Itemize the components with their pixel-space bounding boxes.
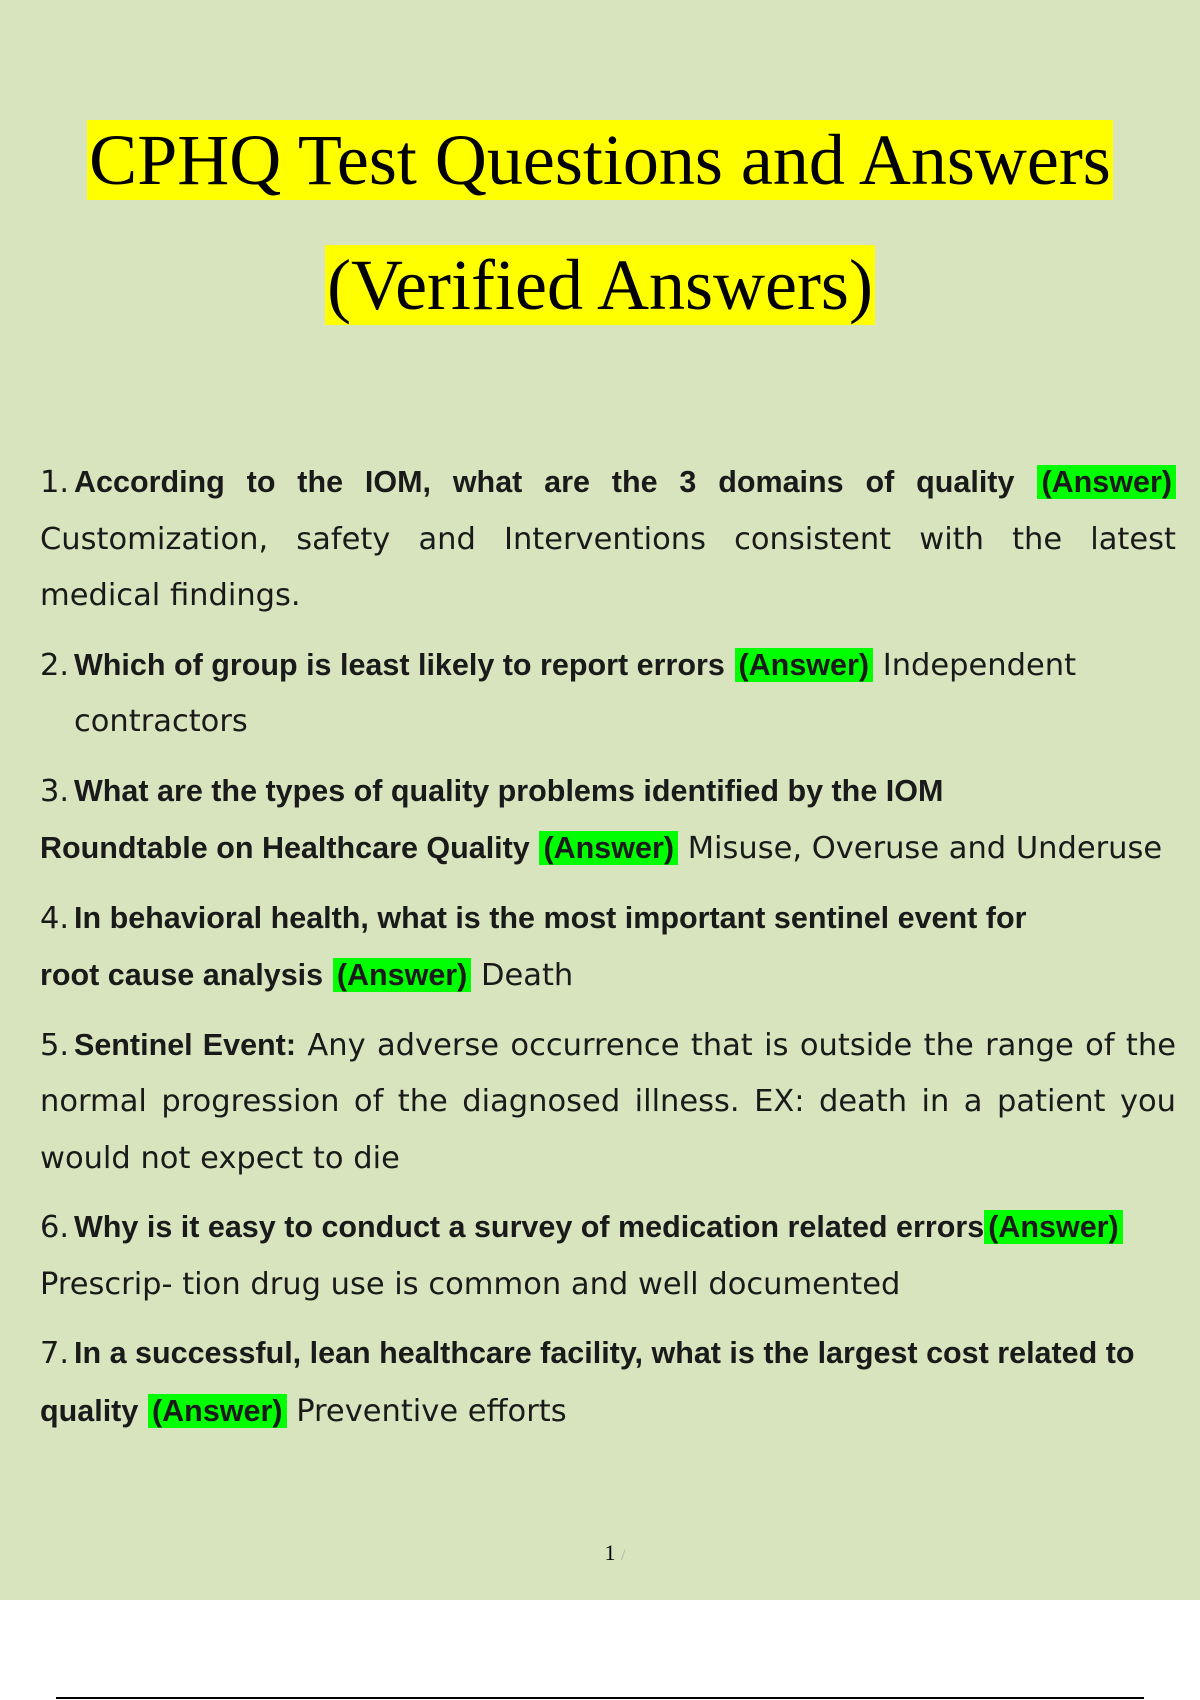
answer-marker: (Answer) (539, 831, 678, 865)
item-number: 5. (40, 1027, 70, 1063)
question-text-continued: Roundtable on Healthcare Quality (40, 831, 530, 865)
item-number: 1. (40, 465, 70, 500)
title-line-1 (0, 118, 1200, 202)
title-highlight: CPHQ Test Questions and Answers (89, 120, 1111, 200)
page-number-value: 1 (604, 1540, 616, 1565)
answer-text: Misuse, Overuse and Underuse (687, 831, 1163, 866)
item-number: 3. (40, 773, 70, 809)
item-number: 6. (40, 1210, 70, 1245)
title-highlight: (Verified Answers) (327, 245, 873, 325)
answer-marker: (Answer) (148, 1394, 287, 1428)
qa-item-3 (40, 763, 1176, 878)
page-separator: / (621, 1547, 626, 1564)
qa-list (40, 454, 1176, 1452)
qa-item-4 (40, 890, 1176, 1005)
question-text: In a successful, lean healthcare facility, what is the largest cost related to quality (40, 1336, 1135, 1428)
answer-marker: (Answer) (333, 958, 472, 992)
qa-item-7 (40, 1325, 1176, 1440)
qa-item-1 (40, 454, 1176, 625)
question-text-continued: root cause analysis (40, 958, 324, 992)
term-text: Sentinel Event: (74, 1027, 296, 1062)
answer-marker: (Answer) (1037, 465, 1176, 499)
page-number (0, 1540, 1200, 1566)
question-text: According to the IOM, what are the 3 domains of quality (74, 465, 1015, 499)
qa-item-5 (40, 1017, 1176, 1188)
item-number: 7. (40, 1336, 70, 1371)
definition-text: Any adverse occurrence that is outside the range of the normal progression of the diagnosed illness. EX: death in a patient you would not expect to die (40, 1027, 1176, 1176)
answer-text: Death (481, 958, 574, 993)
answer-text: Prescrip- tion drug use is common and well documented (40, 1266, 901, 1302)
answer-text: Customization, safety and Interventions consistent with the latest medical findings. (40, 521, 1176, 613)
question-text: Which of group is least likely to report errors (74, 647, 725, 682)
qa-item-2 (40, 637, 1176, 751)
answer-text-continued: contractors (74, 704, 248, 739)
answer-text: Preventive efforts (296, 1393, 567, 1429)
question-text: In behavioral health, what is the most important sentinel event for (74, 900, 1027, 935)
answer-marker: (Answer) (735, 648, 874, 682)
item-number: 4. (40, 900, 70, 936)
answer-text: Independent (882, 647, 1077, 683)
question-text: Why is it easy to conduct a survey of medication related errors (74, 1210, 985, 1244)
footer-divider (56, 1697, 1144, 1699)
item-number: 2. (40, 647, 70, 683)
qa-item-6 (40, 1199, 1176, 1313)
question-text: What are the types of quality problems identified by the IOM (74, 773, 944, 808)
title-line-2 (0, 243, 1200, 327)
answer-marker: (Answer) (984, 1210, 1123, 1244)
